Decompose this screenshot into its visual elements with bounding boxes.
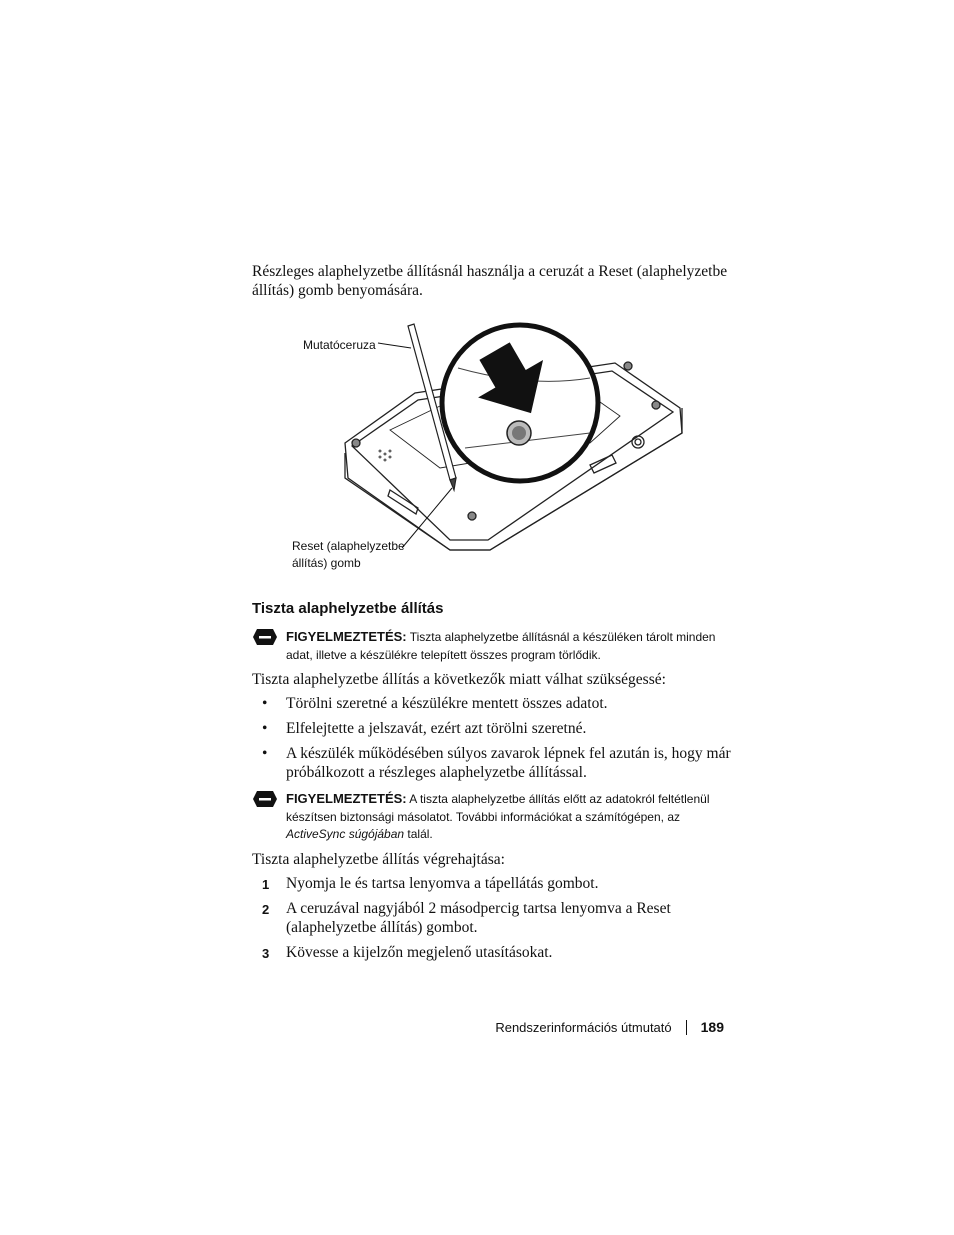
footer-separator <box>686 1020 687 1035</box>
notice-label: FIGYELMEZTETÉS: <box>286 629 407 644</box>
steps-list <box>252 874 732 968</box>
notice-label: FIGYELMEZTETÉS: <box>286 791 407 806</box>
magnifier-inset <box>442 325 598 481</box>
stylus-leader-line <box>378 343 411 348</box>
step-text: Nyomja le és tartsa lenyomva a tápellátás gombot. <box>286 875 599 892</box>
page-number: 189 <box>700 1019 724 1035</box>
list-item <box>252 719 732 738</box>
warning-notice-1 <box>252 628 732 664</box>
step-number: 2 <box>262 902 270 917</box>
step-text: Kövesse a kijelzőn megjelenő utasításokat. <box>286 944 553 961</box>
notice-text: Tiszta alaphelyzetbe állításnál a készüléken tárolt minden <box>406 630 716 644</box>
bullet-icon: • <box>262 695 268 712</box>
notice-icon <box>252 790 278 808</box>
list-item <box>252 744 732 782</box>
reasons-intro: Tiszta alaphelyzetbe állítás a következők miatt válhat szükségessé: <box>252 671 666 688</box>
bullet-icon: • <box>262 720 268 737</box>
notice-text: A tiszta alaphelyzetbe állítás előtt az adatokról feltétlenül <box>406 792 710 806</box>
reason-text: Törölni szeretné a készülékre mentett összes adatot. <box>286 695 608 712</box>
reset-button-callout <box>292 538 422 572</box>
reason-text: A készülék működésében súlyos zavarok lépnek fel azután is, hogy már próbálkozott a részleges alaphelyzetbe állítással. <box>286 745 731 781</box>
guide-title: Rendszerinformációs útmutató <box>495 1019 672 1035</box>
bullet-icon: • <box>262 745 268 762</box>
step-item <box>252 874 732 893</box>
notice-icon <box>252 628 278 646</box>
warning-notice-2 <box>252 790 732 844</box>
page-footer <box>495 1019 724 1035</box>
step-item <box>252 943 732 962</box>
step-number: 3 <box>262 946 270 961</box>
reset-callout-line1: Reset (alaphelyzetbe <box>292 539 405 553</box>
section-heading: Tiszta alaphelyzetbe állítás <box>252 600 444 617</box>
steps-intro: Tiszta alaphelyzetbe állítás végrehajtása: <box>252 851 505 868</box>
stylus-callout: Mutatóceruza <box>303 338 376 352</box>
activesync-help-reference: ActiveSync súgójában <box>286 827 405 841</box>
list-item <box>252 694 732 713</box>
step-number: 1 <box>262 877 270 892</box>
intro-paragraph: Részleges alaphelyzetbe állításnál használja a ceruzát a Reset (alaphelyzetbe állítás) gomb benyomására. <box>252 263 728 299</box>
reset-callout-line2: állítás) gomb <box>292 556 361 570</box>
reason-text: Elfelejtette a jelszavát, ezért azt törölni szeretné. <box>286 720 587 737</box>
step-text: A ceruzával nagyjából 2 másodpercig tartsa lenyomva a Reset (alaphelyzetbe állítás) gombot. <box>286 900 671 936</box>
notice-text-line3 <box>286 826 732 844</box>
notice-text-line3-rest: talál. <box>404 827 433 841</box>
reasons-list <box>252 694 732 788</box>
notice-text-cont: adat, illetve a készülékre telepített összes program törlődik. <box>286 647 601 662</box>
step-item <box>252 899 732 937</box>
notice-text-line2: készítsen biztonsági másolatot. További információkat a számítógépen, az <box>286 809 680 824</box>
